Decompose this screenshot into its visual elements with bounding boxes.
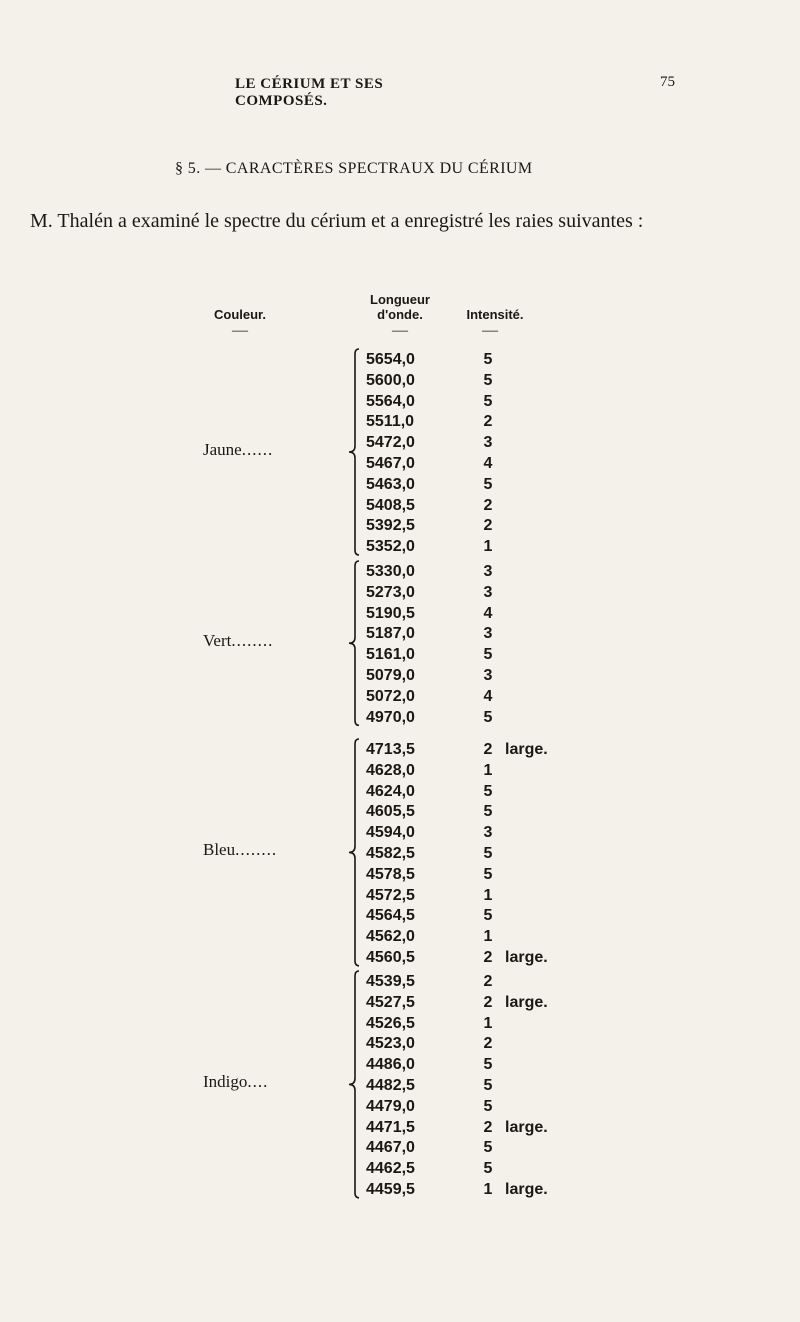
wavelength-cell: 4482,5 (366, 1077, 415, 1094)
wavelength-cell: 5467,0 (366, 455, 415, 472)
wavelength-cell: 5079,0 (366, 667, 415, 684)
intensity-cell: 2 (483, 517, 493, 535)
column-header-color: Couleur. (213, 307, 266, 322)
note-cell: large. (505, 993, 548, 1011)
intensity-cell: 5 (483, 646, 493, 664)
wavelength-cell: 4467,0 (366, 1139, 415, 1157)
intensity-cell: 5 (483, 351, 493, 368)
wavelength-cell: 5600,0 (366, 371, 415, 389)
column-header-intensity: Intensité. (466, 307, 524, 322)
wavelength-cell: 5161,0 (366, 646, 415, 664)
wavelength-cell: 4471,5 (366, 1118, 415, 1136)
intensity-cell: 5 (483, 1139, 493, 1157)
wavelength-cell: 5352,0 (366, 538, 415, 556)
group-name: Indigo (203, 1072, 248, 1092)
intensity-cell: 1 (483, 1181, 493, 1198)
wavelength-cell: 5472,0 (366, 434, 415, 452)
intensity-cell: 1 (483, 886, 493, 904)
intensity-cell: 3 (483, 583, 493, 601)
intensity-cell: 2 (483, 413, 493, 431)
wavelength-cell: 4594,0 (366, 824, 415, 842)
group-label-jaune (203, 440, 273, 460)
wavelength-cell: 4970,0 (366, 708, 415, 726)
group-name: Vert (203, 631, 232, 651)
intensity-cell: 1 (483, 761, 493, 779)
wavelength-cell: 4486,0 (366, 1056, 415, 1074)
intensity-cell: 5 (483, 1077, 493, 1094)
note-cell: large. (505, 1181, 548, 1198)
column-dash-intensity: — (482, 322, 498, 339)
intensity-cell: 5 (483, 907, 493, 925)
intro-paragraph: M. Thalén a examiné le spectre du cérium et a enregistré les raies suivantes : (30, 210, 644, 232)
wavelength-cell: 5273,0 (366, 583, 415, 601)
intensity-cell: 2 (483, 496, 493, 514)
wavelength-cell: 5392,5 (366, 517, 415, 535)
intensity-cell: 5 (483, 1160, 493, 1178)
intensity-cell: 4 (483, 687, 493, 705)
intensity-cell: 2 (483, 949, 493, 966)
wavelength-cell: 5408,5 (366, 496, 415, 514)
intensity-cell: 1 (483, 1014, 493, 1032)
intensity-cell: 5 (483, 708, 493, 726)
group-brace (345, 348, 361, 556)
intensity-cell: 3 (483, 667, 493, 684)
intensity-cell: 4 (483, 455, 493, 472)
wavelength-cell: 4462,5 (366, 1160, 415, 1178)
intensity-cell: 5 (483, 1097, 493, 1115)
page-number: 75 (660, 74, 675, 90)
wavelength-cell: 5190,5 (366, 604, 415, 622)
intensity-cell: 3 (483, 434, 493, 452)
section-heading: § 5. — CARACTÈRES SPECTRAUX DU CÉRIUM (175, 160, 533, 177)
wavelength-cell: 4479,0 (366, 1097, 415, 1115)
intensity-cell: 5 (483, 475, 493, 493)
intensity-cell: 3 (483, 625, 493, 643)
wavelength-cell: 4459,5 (366, 1181, 415, 1198)
wavelength-cell: 4578,5 (366, 865, 415, 883)
intensity-cell: 4 (483, 604, 493, 622)
intensity-cell: 5 (483, 782, 493, 800)
wavelength-cell: 5654,0 (366, 351, 415, 368)
leader-dots: .... (247, 1072, 269, 1092)
group-name: Jaune (203, 440, 242, 459)
group-label-indigo (203, 1072, 268, 1092)
group-name: Bleu (203, 840, 236, 860)
intensity-cell: 3 (483, 563, 493, 580)
intensity-cell: 5 (483, 865, 493, 883)
wavelength-cell: 4582,5 (366, 845, 415, 862)
wavelength-cell: 4539,5 (366, 973, 415, 990)
wavelength-cell: 5330,0 (366, 563, 415, 580)
group-label-bleu (203, 840, 277, 860)
column-dash-wavelength: — (392, 322, 408, 339)
intensity-cell: 5 (483, 1056, 493, 1074)
intensity-cell: 5 (483, 845, 493, 862)
wavelength-cell: 5187,0 (366, 625, 415, 643)
wavelength-cell: 4564,5 (366, 907, 415, 925)
wavelength-cell: 4562,0 (366, 928, 415, 946)
wavelength-cell: 4713,5 (366, 741, 415, 758)
intensity-cell: 2 (483, 1118, 493, 1136)
intensity-cell: 2 (483, 1035, 493, 1053)
wavelength-cell: 4526,5 (366, 1014, 415, 1032)
intensity-cell: 3 (483, 824, 493, 842)
wavelength-cell: 4560,5 (366, 949, 415, 966)
wavelength-cell: 4527,5 (366, 993, 415, 1011)
column-header-wavelength-line1: Longueur (370, 292, 430, 307)
intensity-cell: 1 (483, 538, 493, 556)
wavelength-cell: 5072,0 (366, 687, 415, 705)
leader-dots: ...... (241, 440, 274, 459)
wavelength-cell: 5511,0 (366, 413, 415, 431)
intensity-cell: 5 (483, 371, 493, 389)
wavelength-cell: 4523,0 (366, 1035, 415, 1053)
note-cell: large. (505, 949, 548, 966)
wavelength-cell: 5564,0 (366, 392, 415, 410)
wavelength-cell: 4628,0 (366, 761, 415, 779)
intensity-cell: 2 (483, 741, 493, 758)
group-brace (345, 738, 361, 967)
wavelength-cell: 4605,5 (366, 803, 415, 821)
column-header-wavelength-line2: d'onde. (377, 307, 423, 322)
group-brace (345, 970, 361, 1199)
wavelength-cell: 4624,0 (366, 782, 415, 800)
group-brace (345, 560, 361, 726)
leader-dots: ........ (231, 631, 274, 651)
intensity-cell: 2 (483, 973, 493, 990)
intensity-cell: 1 (483, 928, 493, 946)
wavelength-cell: 4572,5 (366, 886, 415, 904)
running-title: LE CÉRIUM ET SES COMPOSÉS. (235, 76, 384, 109)
group-label-vert (203, 631, 273, 651)
wavelength-cell: 5463,0 (366, 475, 415, 493)
column-dash-color: — (232, 322, 248, 339)
intensity-cell: 5 (483, 392, 493, 410)
note-cell: large. (505, 1118, 548, 1136)
intensity-cell: 2 (483, 993, 493, 1011)
note-cell: large. (505, 741, 548, 758)
leader-dots: ........ (235, 840, 278, 860)
intensity-cell: 5 (483, 803, 493, 821)
